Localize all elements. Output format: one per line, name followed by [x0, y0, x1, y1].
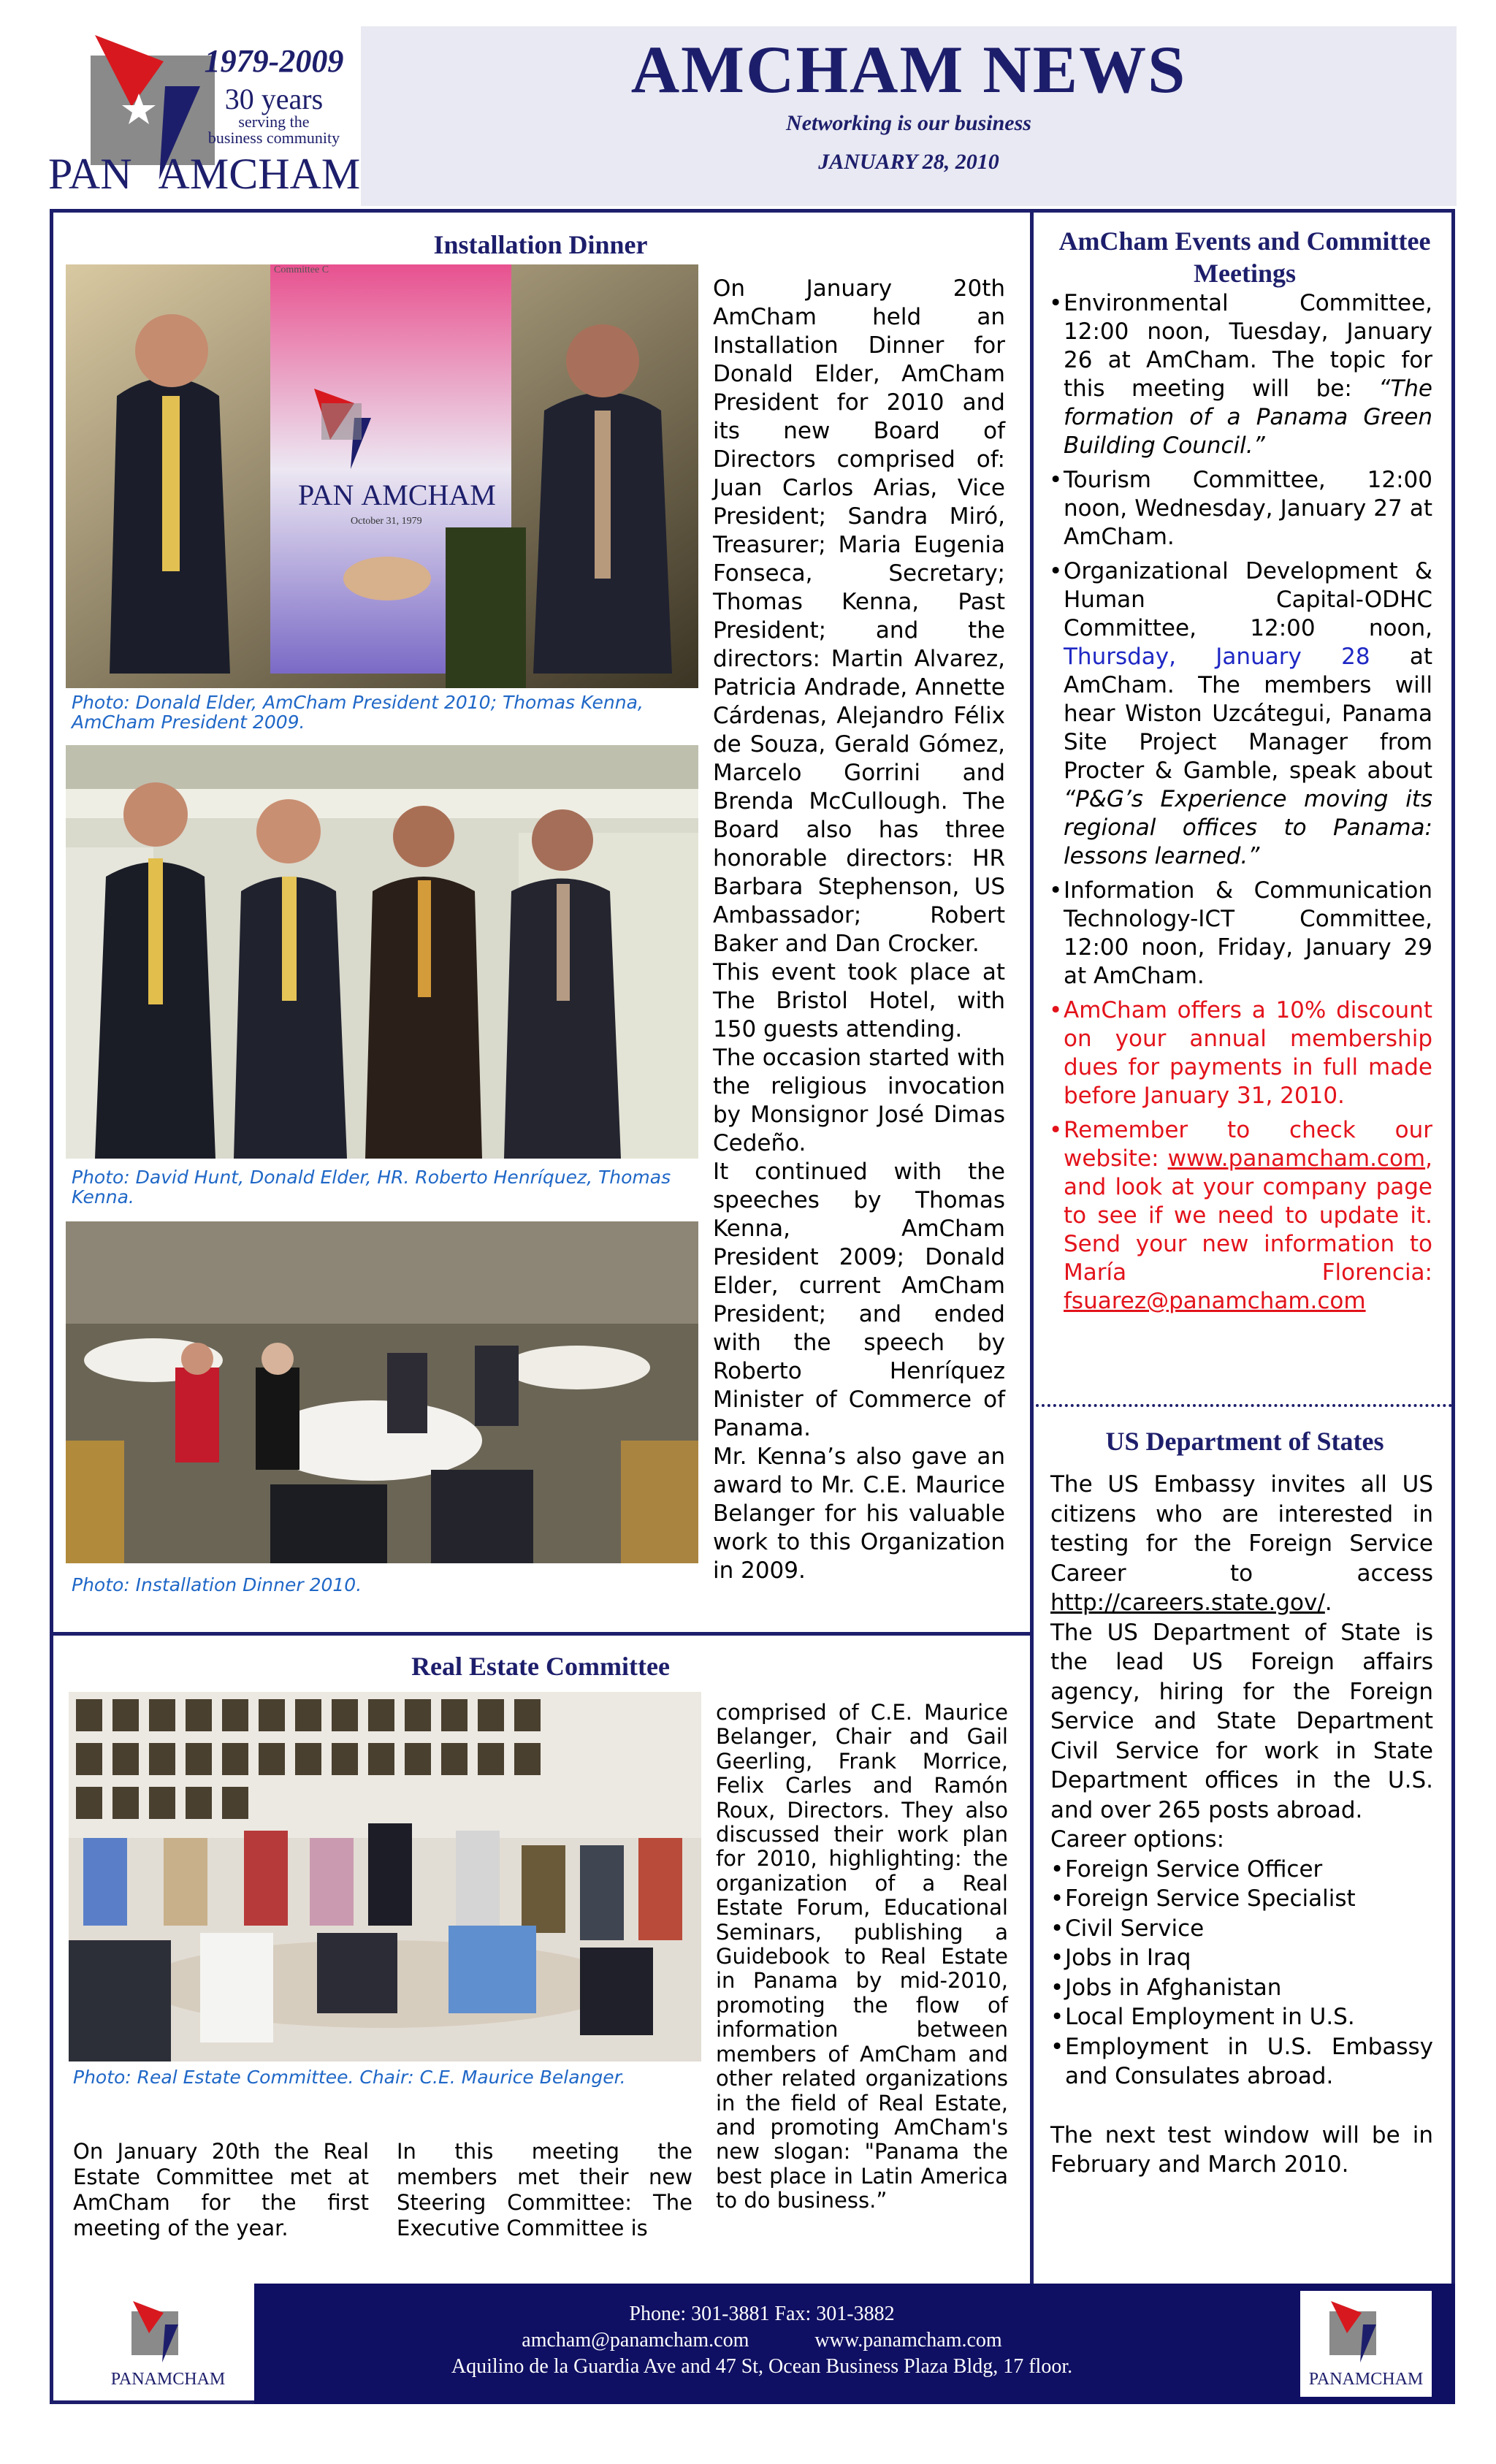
caption-photo-2: Photo: David Hunt, Donald Elder, HR. Roberto Henríquez, Thomas Kenna.: [72, 1167, 671, 1208]
us-state-intro: [1050, 1470, 1433, 1618]
newsletter-title: AMCHAM NEWS: [630, 32, 1187, 107]
career-option: • Employment in U.S. Embassy and Consulates abroad.: [1050, 2032, 1433, 2091]
event-odhc-text: Organizational Development & Human Capital-ODHC Committee, 12:00 noon,: [1064, 558, 1432, 641]
banner-wordmark: [298, 478, 496, 512]
event-membership-discount: • AmCham offers a 10% discount on your annual membership dues for payments in full made before January 31, 2010.: [1049, 996, 1432, 1110]
logo-wordmark: [48, 149, 360, 199]
column-divider: [1030, 209, 1034, 2284]
footer-email[interactable]: amcham@panamcham.com: [522, 2329, 749, 2352]
event-odhc-text-2: at AmCham. The members will hear Wiston Uzcátegui, Panama Site Project Manager from Procter & Gamble, speak about: [1064, 644, 1432, 784]
us-state-para2: The US Department of State is the lead US Foreign affairs agency, hiring for the Foreign Service and State Department Civil Service for work in State Department offices in the U.S. and over 265 posts abroad.: [1050, 1619, 1433, 1823]
installation-article: [713, 275, 1005, 1585]
section-divider: [50, 1632, 1032, 1636]
event-environmental-topic: “The formation of a Panama Green Building Council.”: [1064, 375, 1432, 459]
us-state-title: US Department of States: [1105, 1427, 1384, 1456]
events-title: AmCham Events and Committee Meetings: [1058, 226, 1431, 288]
career-option: • Local Employment in U.S.: [1050, 2002, 1433, 2032]
footer-address: Aquilino de la Guardia Ave and 47 St, Ocean Business Plaza Bldg, 17 floor.: [451, 2355, 1073, 2378]
footer-phone: Phone: 301-3881 Fax: 301-3882: [629, 2303, 895, 2325]
career-option: • Foreign Service Specialist: [1050, 1884, 1433, 1914]
photo-real-estate-committee: [69, 1692, 701, 2061]
reminder-text: Remember to check our website:: [1064, 1117, 1432, 1172]
career-option: • Foreign Service Officer: [1050, 1855, 1433, 1885]
banner-wordmark-left: PAN: [298, 478, 354, 511]
installation-paragraph-2: This event took place at The Bristol Hotel, with 150 guests attending.: [713, 959, 1005, 1042]
career-options-list: [1050, 1855, 1433, 2091]
photo-elder-kenna: [66, 264, 698, 688]
event-odhc: [1049, 557, 1432, 871]
installation-paragraph-5: Mr. Kenna’s also gave an award to Mr. C.E. Maurice Belanger for his valuable work to this Organization in 2009.: [713, 1443, 1005, 1584]
installation-paragraph-4: It continued with the speeches by Thomas Kenna, AmCham President 2009; Donald Elder, current AmCham President; and ended with the speech by Roberto Henríquez Minister of Commerce of Panama.: [713, 1159, 1005, 1441]
real-estate-col-1: On January 20th the Real Estate Committee met at AmCham for the first meeting of the year.: [73, 2139, 369, 2240]
footer-logo-right: [1300, 2291, 1432, 2397]
events-list: [1049, 289, 1432, 1321]
footer-logo-left: [102, 2291, 234, 2397]
logo-serving-line1: serving the: [238, 112, 310, 131]
us-state-article: [1050, 1470, 1433, 2180]
real-estate-col-2: In this meeting the members met their new Steering Committee: The Executive Committee is: [397, 2139, 692, 2240]
event-website-reminder: [1049, 1116, 1432, 1316]
reminder-text-2: , and look at your company page to see if we need to update it. Send your new information to María Florencia:: [1064, 1145, 1432, 1286]
caption-photo-1: Photo: Donald Elder, AmCham President 2010; Thomas Kenna, AmCham President 2009.: [72, 692, 644, 733]
installation-paragraph-3: The occasion started with the religious invocation by Monsignor José Dimas Cedeño.: [713, 1045, 1005, 1156]
banner-date: October 31, 1979: [351, 516, 422, 527]
email-link[interactable]: fsuarez@panamcham.com: [1064, 1288, 1366, 1314]
us-state-intro-text: The US Embassy invites all US citizens who are interested in testing for the Foreign Service Career to access: [1050, 1471, 1433, 1587]
issue-date: JANUARY 28, 2010: [818, 150, 999, 174]
event-odhc-date: Thursday, January 28: [1064, 644, 1370, 670]
banner-strip-text: Committee C: [274, 264, 329, 275]
photo-installation-dinner: [66, 1221, 698, 1563]
installation-paragraph-1: On January 20th AmCham held an Installation Dinner for Donald Elder, AmCham President for 2010 and its new Board of Directors comprised of: Juan Carlos Arias, Vice President; Sandra Miró, Treasurer; Maria Eugenia Fonseca, Secretary; Thomas Kenna, Past President; and the directors: Martin Alvarez, Patricia Andrade, Annette Cárdenas, Alejandro Félix de Souza, Gerald Gómez, Marcelo Gorrini and Brenda McCullough. The Board also has three honorable directors: HR Barbara Stephenson, US Ambassador; Robert Baker and Dan Crocker.: [713, 275, 1005, 957]
footer-links: [254, 2327, 1270, 2354]
caption-photo-3: Photo: Installation Dinner 2010.: [72, 1574, 362, 1595]
career-option: • Jobs in Afghanistan: [1050, 1973, 1433, 2003]
website-link[interactable]: www.panamcham.com: [1167, 1145, 1426, 1172]
logo-years: 1979-2009: [204, 43, 344, 79]
footer-logo-right-text: PANAMCHAM: [1308, 2370, 1424, 2389]
footer-website[interactable]: www.panamcham.com: [814, 2329, 1002, 2352]
logo-wordmark-left: PAN: [48, 150, 132, 198]
career-option: • Civil Service: [1050, 1914, 1433, 1944]
logo-serving: [191, 114, 356, 146]
logo-serving-line2: business community: [207, 129, 340, 147]
caption-real-estate: Photo: Real Estate Committee. Chair: C.E. Maurice Belanger.: [73, 2067, 626, 2088]
real-estate-title: Real Estate Committee: [411, 1652, 670, 1681]
installation-title: Installation Dinner: [433, 230, 648, 259]
event-environmental: [1049, 289, 1432, 460]
event-tourism: • Tourism Committee, 12:00 noon, Wednesday, January 27 at AmCham.: [1049, 466, 1432, 552]
event-ict: • Information & Communication Technology-ICT Committee, 12:00 noon, Friday, January 29 at AmCham.: [1049, 877, 1432, 991]
career-options-label: Career options:: [1050, 1826, 1225, 1853]
tagline: Networking is our business: [786, 111, 1031, 135]
us-state-closing: The next test window will be in February and March 2010.: [1050, 2121, 1433, 2178]
footer-logo-left-text: PANAMCHAM: [110, 2370, 226, 2389]
panamcham-logo: [45, 26, 361, 206]
logo-wordmark-right: AMCHAM: [158, 150, 361, 198]
event-environmental-text: Environmental Committee, 12:00 noon, Tuesday, January 26 at AmCham. The topic for this meeting will be:: [1064, 290, 1432, 402]
footer-contact: [254, 2301, 1270, 2380]
event-odhc-topic: “P&G’s Experience moving its regional offices to Panama: lessons learned.”: [1064, 786, 1432, 869]
careers-link[interactable]: http://careers.state.gov/: [1050, 1590, 1325, 1616]
sidebar-dotted-divider: [1036, 1404, 1452, 1407]
real-estate-col-3: comprised of C.E. Maurice Belanger, Chair and Gail Geerling, Frank Morrice, Felix Carles and Ramón Roux, Directors. They also discussed their work plan for 2010, highlighting: the organization of a Real Estate Forum, Educational Seminars, publishing a Guidebook to Real Estate in Panama by mid-2010, promoting the flow of information between members of AmCham and other related organizations in the field of Real Estate, and promoting AmCham's new slogan: "Panama the best place in Latin America to do business.”: [716, 1700, 1008, 2213]
career-option: • Jobs in Iraq: [1050, 1943, 1433, 1973]
banner-wordmark-right: AMCHAM: [361, 478, 496, 511]
photo-four-officials: [66, 745, 698, 1159]
us-state-intro-end: .: [1324, 1590, 1332, 1616]
logo-anniversary: 30 years: [224, 83, 324, 115]
